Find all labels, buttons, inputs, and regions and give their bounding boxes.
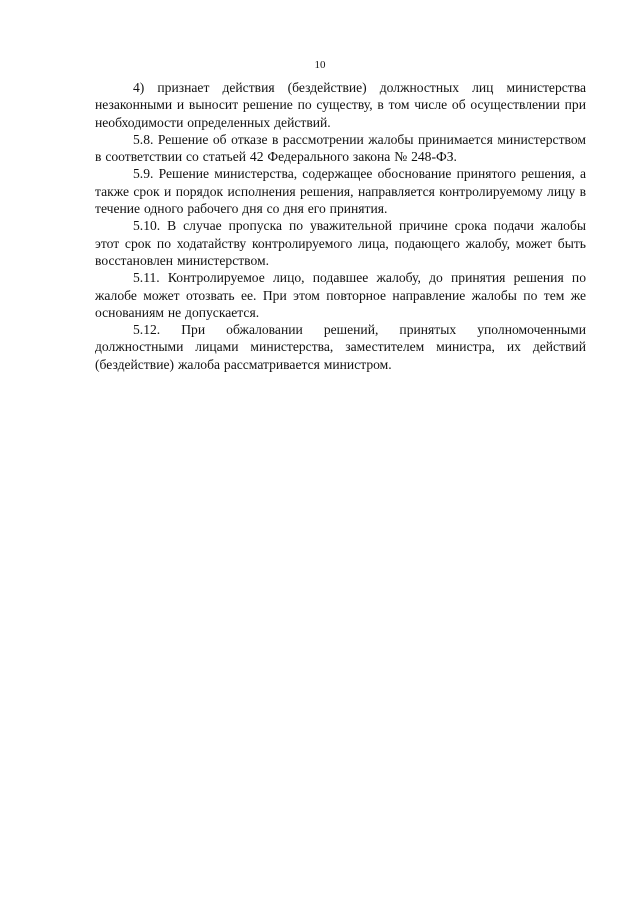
paragraph-5-9: 5.9. Решение министерства, содержащее обоснование принятого решения, а также срок и порядок исполнения решения, направляется контролируемому лицу в течение одного рабочего дня со дня его принятия. — [95, 166, 586, 217]
paragraph-5-10: 5.10. В случае пропуска по уважительной причине срока подачи жалобы этот срок по ходатайству контролируемого лица, подающего жалобу, может быть восстановлен министерством. — [95, 218, 586, 268]
paragraph-5-11: 5.11. Контролируемое лицо, подавшее жалобу, до принятия решения по жалобе может отозвать ее. При этом повторное направление жалобы по тем же основаниям не допускается. — [95, 270, 586, 320]
paragraph-5-12: 5.12. При обжаловании решений, принятых уполномоченными должностными лицами министерства, заместителем министра, их действий (бездействие) жалоба рассматривается министром. — [95, 322, 586, 372]
page-number: 10 — [314, 59, 326, 71]
paragraph-5-8: 5.8. Решение об отказе в рассмотрении жалобы принимается министерством в соответствии со статьей 42 Федерального закона № 248-ФЗ. — [95, 131, 586, 165]
paragraph-item-4: 4) признает действия (бездействие) должностных лиц министерства незаконными и выносит решение по существу, в том числе об осуществлении при необходимости определенных действий. — [95, 80, 586, 130]
document-body — [95, 79, 586, 373]
